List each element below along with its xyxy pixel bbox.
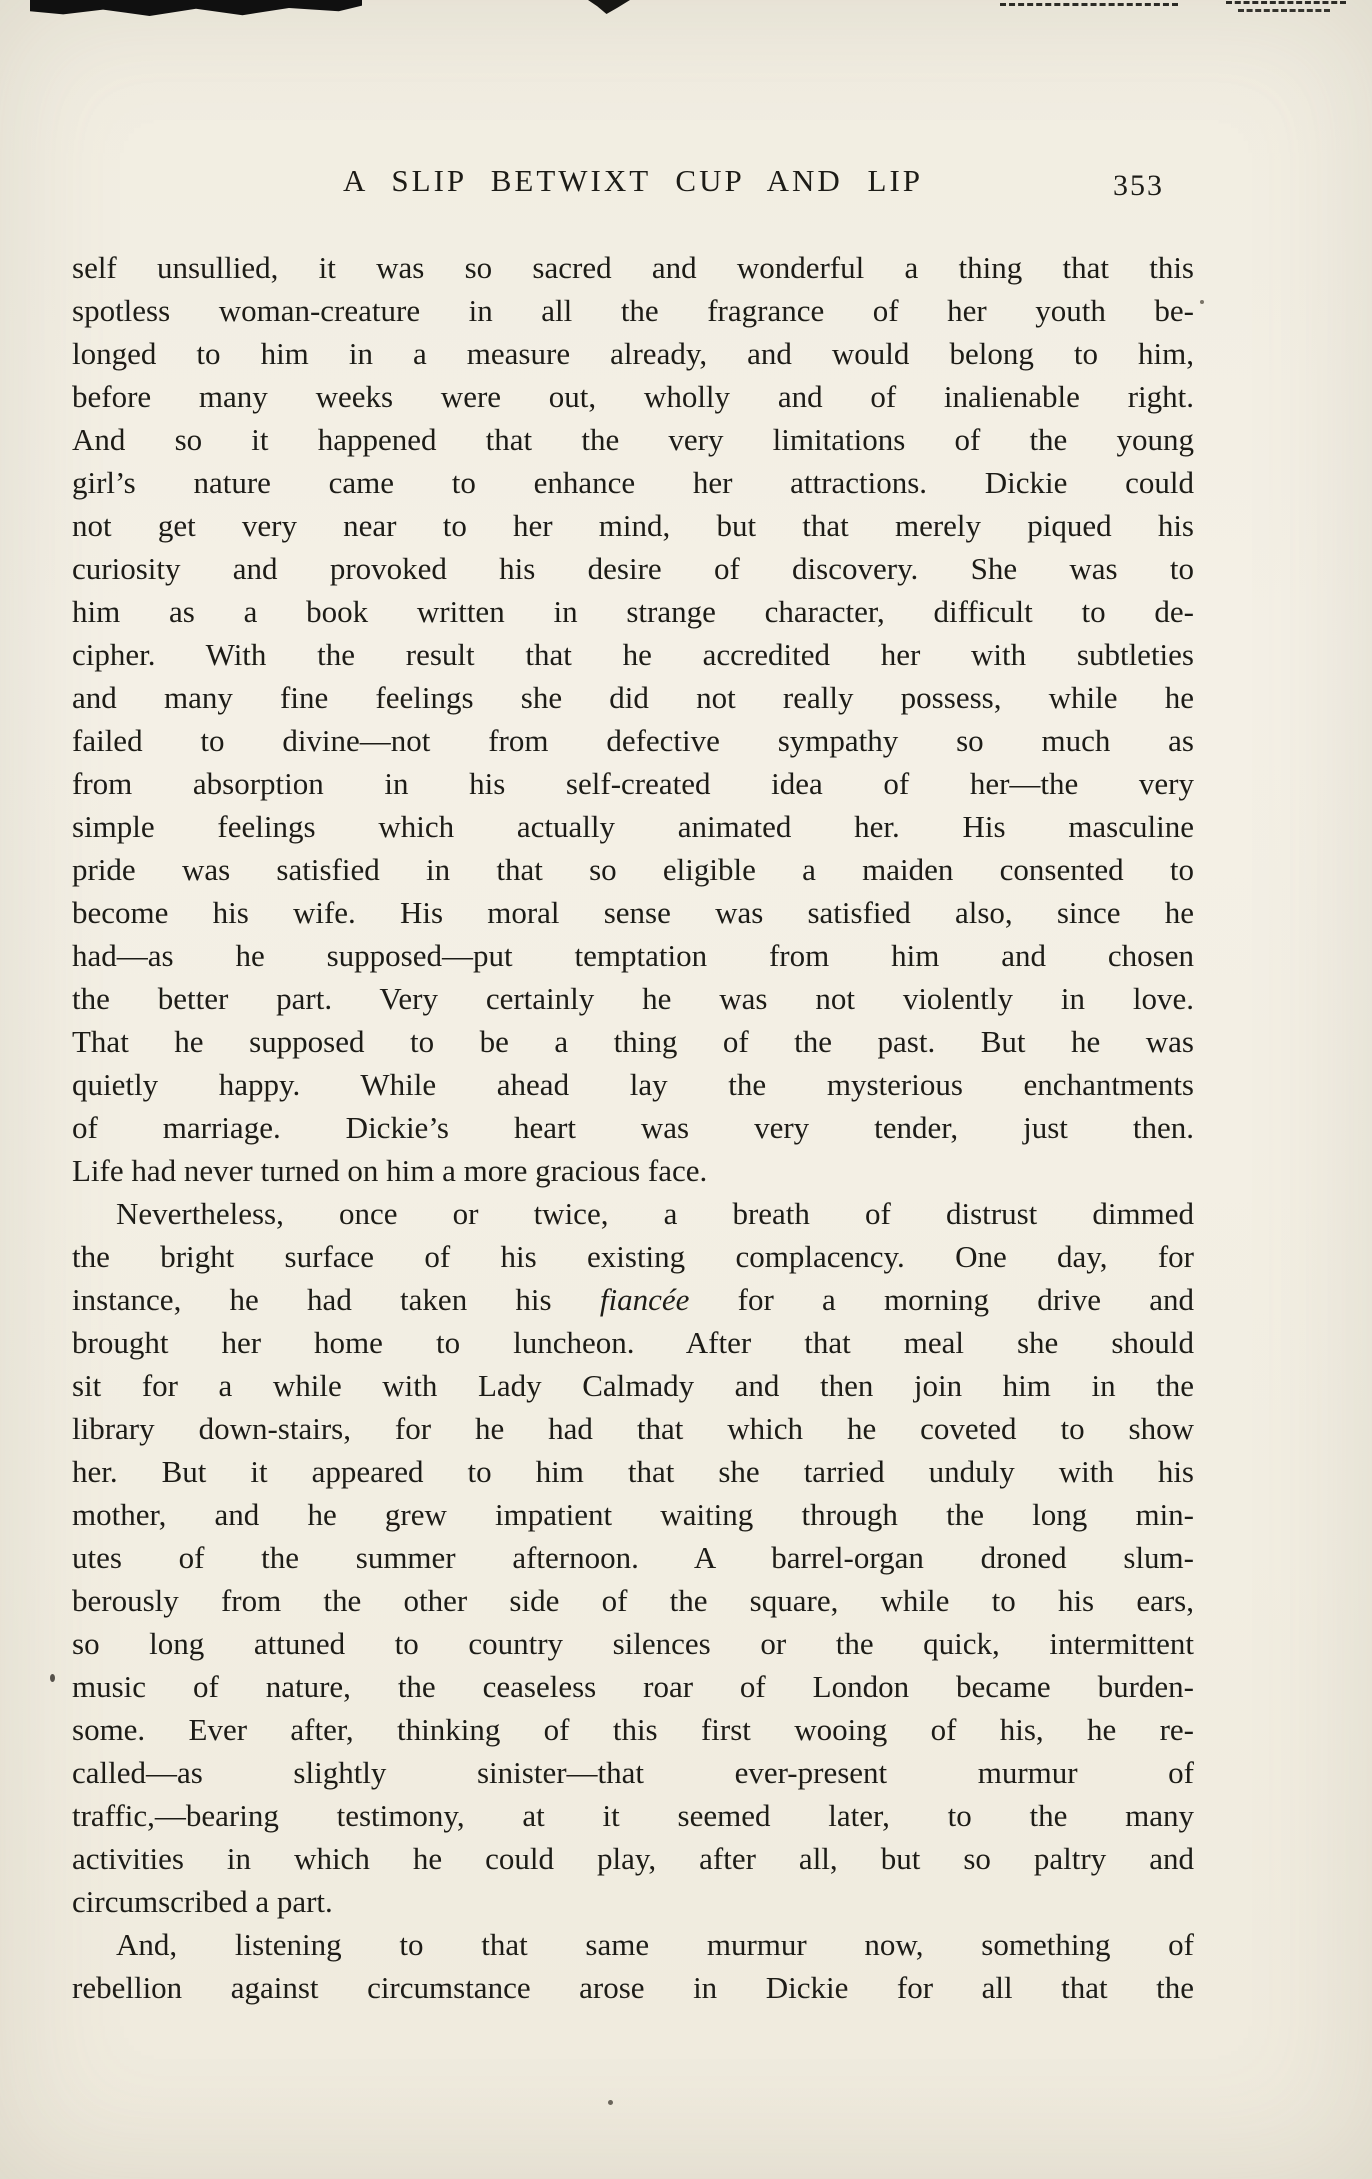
scan-artifact-dashes-2	[1226, 1, 1346, 4]
text-line: rebellion against circumstance arose in Dickie for all that the	[72, 1970, 1194, 2005]
scan-artifact-blot	[588, 0, 630, 14]
text-line: That he supposed to be a thing of the past. But he was	[72, 1024, 1194, 1059]
text-line: traffic,—bearing testimony, at it seemed later, to the many	[72, 1798, 1194, 1833]
text-line: simple feelings which actually animated her. His masculine	[72, 809, 1194, 844]
text-line: activities in which he could play, after all, but so paltry and	[72, 1841, 1194, 1876]
text-line: the bright surface of his existing complacency. One day, for	[72, 1239, 1194, 1274]
text-line: berously from the other side of the square, while to his ears,	[72, 1583, 1194, 1618]
paragraph	[72, 1192, 1194, 1923]
text-line: had—as he supposed—put temptation from him and chosen	[72, 938, 1194, 973]
scan-speck	[1200, 300, 1204, 304]
page-title: A SLIP BETWIXT CUP AND LIP	[342, 163, 924, 198]
text-line: girl’s nature came to enhance her attractions. Dickie could	[72, 465, 1194, 500]
text-line: some. Ever after, thinking of this first wooing of his, he re-	[72, 1712, 1194, 1747]
text-line: And so it happened that the very limitations of the young	[72, 422, 1194, 457]
page-number: 353	[1113, 169, 1164, 202]
text-block	[72, 246, 1194, 2009]
text-line: quietly happy. While ahead lay the mysterious enchantments	[72, 1067, 1194, 1102]
text-line: cipher. With the result that he accredited her with subtleties	[72, 637, 1194, 672]
text-line: mother, and he grew impatient waiting through the long min-	[72, 1497, 1194, 1532]
text-line: instance, he had taken his fiancée for a morning drive and	[72, 1282, 1194, 1317]
scan-artifact-dashes-1	[1000, 3, 1178, 6]
text-line: Nevertheless, once or twice, a breath of distrust dimmed	[116, 1196, 1194, 1231]
text-line: circumscribed a part.	[72, 1884, 333, 1919]
paragraph	[72, 246, 1194, 1192]
text-line: not get very near to her mind, but that merely piqued his	[72, 508, 1194, 543]
italic-text: fiancée	[599, 1282, 690, 1317]
text-line: so long attuned to country silences or the quick, intermittent	[72, 1626, 1194, 1661]
text-line: library down-stairs, for he had that which he coveted to show	[72, 1411, 1194, 1446]
text-line: music of nature, the ceaseless roar of London became burden-	[72, 1669, 1194, 1704]
text-line: longed to him in a measure already, and would belong to him,	[72, 336, 1194, 371]
text-line: Life had never turned on him a more gracious face.	[72, 1153, 708, 1188]
text-line: before many weeks were out, wholly and of inalienable right.	[72, 379, 1194, 414]
text-line: self unsullied, it was so sacred and wonderful a thing that this	[72, 250, 1194, 285]
running-header	[72, 158, 1194, 204]
text-line: failed to divine—not from defective sympathy so much as	[72, 723, 1194, 758]
text-line: And, listening to that same murmur now, something of	[116, 1927, 1194, 1962]
text-line: called—as slightly sinister—that ever-present murmur of	[72, 1755, 1194, 1790]
text-line: pride was satisfied in that so eligible a maiden consented to	[72, 852, 1194, 887]
scan-speck	[50, 1674, 55, 1682]
text-line: become his wife. His moral sense was satisfied also, since he	[72, 895, 1194, 930]
text-line: brought her home to luncheon. After that meal she should	[72, 1325, 1194, 1360]
text-line: and many fine feelings she did not really possess, while he	[72, 680, 1194, 715]
text-line: curiosity and provoked his desire of discovery. She was to	[72, 551, 1194, 586]
text-line: spotless woman-creature in all the fragrance of her youth be-	[72, 293, 1194, 328]
text-line: sit for a while with Lady Calmady and then join him in the	[72, 1368, 1194, 1403]
text-line: him as a book written in strange character, difficult to de-	[72, 594, 1194, 629]
text-line: her. But it appeared to him that she tarried unduly with his	[72, 1454, 1194, 1489]
text-line: the better part. Very certainly he was not violently in love.	[72, 981, 1194, 1016]
text-line: utes of the summer afternoon. A barrel-organ droned slum-	[72, 1540, 1194, 1575]
scan-artifact-ink-bar	[30, 0, 362, 16]
text-line: from absorption in his self-created idea of her—the very	[72, 766, 1194, 801]
text-line: of marriage. Dickie’s heart was very tender, just then.	[72, 1110, 1194, 1145]
scan-speck	[608, 2100, 613, 2105]
paragraph	[72, 1923, 1194, 2009]
